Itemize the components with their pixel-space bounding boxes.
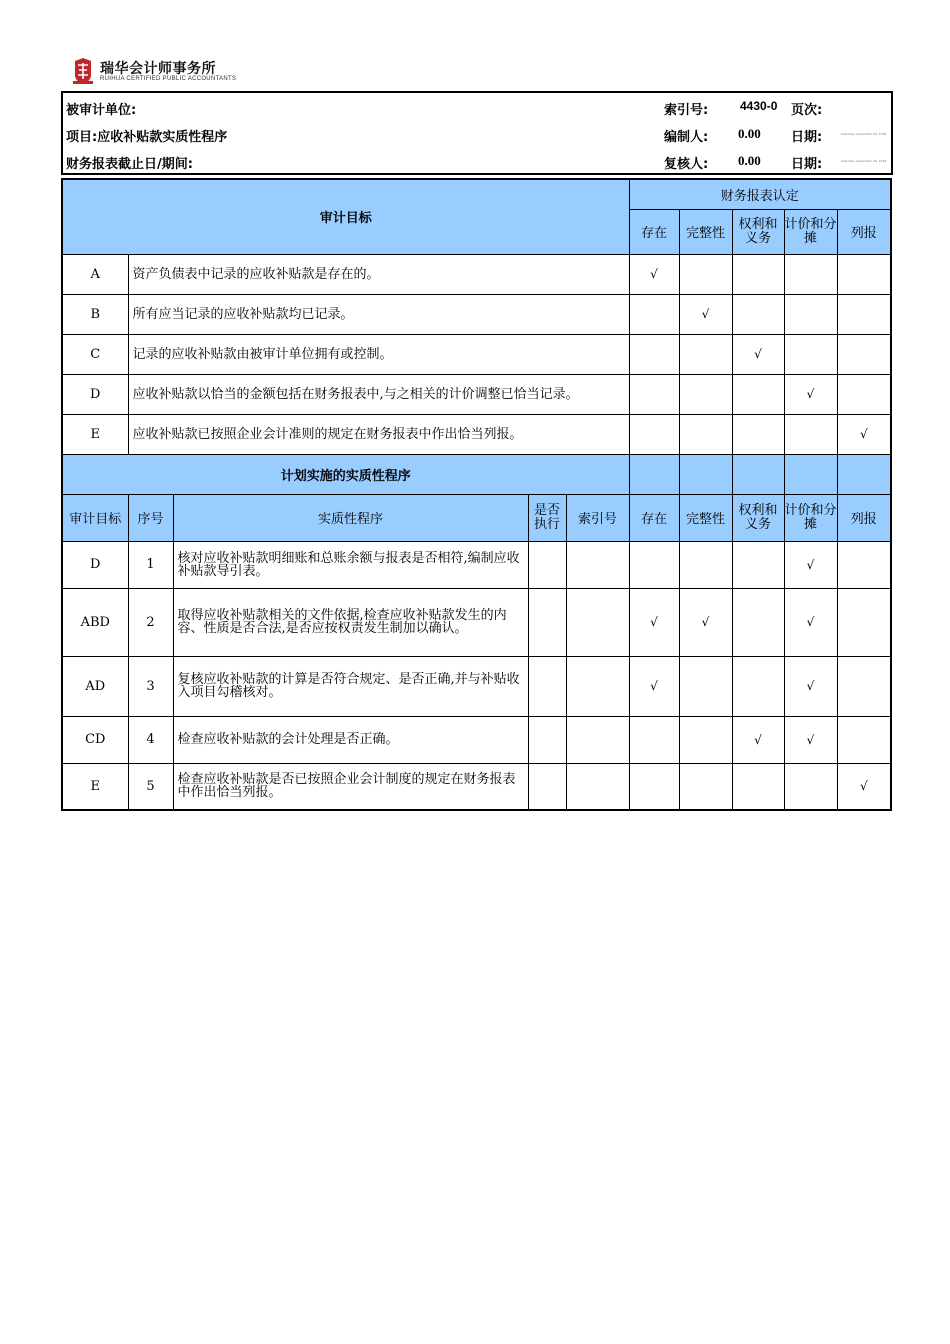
assertion-check	[837, 374, 891, 414]
date-value-2: Saturday, December 29, 2018	[841, 159, 887, 163]
procedure-index[interactable]	[566, 716, 629, 763]
assertion-group-header: 财务报表认定	[629, 179, 891, 209]
assertion-header: 存在	[629, 494, 679, 541]
ruihua-logo-icon	[72, 57, 94, 85]
procedure-seq: 1	[128, 541, 173, 588]
objective-row	[62, 294, 891, 334]
procedure-seq: 2	[128, 588, 173, 656]
objective-text: 记录的应收补贴款由被审计单位拥有或控制。	[128, 334, 629, 374]
assertion-check	[679, 414, 732, 454]
procedure-text: 取得应收补贴款相关的文件依据,检查应收补贴款发生的内容、性质是否合法,是否应按权责发生制加以确认。	[173, 588, 528, 656]
assertion-check	[732, 374, 784, 414]
procedure-row	[62, 588, 891, 656]
assertion-check	[837, 254, 891, 294]
firm-name-cn: 瑞华会计师事务所	[100, 61, 216, 77]
assertion-check	[679, 716, 732, 763]
page-label: 页次:	[791, 103, 823, 118]
procedure-text: 检查应收补贴款是否已按照企业会计制度的规定在财务报表中作出恰当列报。	[173, 763, 528, 810]
assertion-check	[784, 294, 837, 334]
assertion-check: √	[784, 588, 837, 656]
date-value-1: Saturday, December 29, 2018	[841, 132, 887, 136]
procedure-executed[interactable]	[528, 541, 566, 588]
assertion-check: √	[732, 716, 784, 763]
assertion-check	[732, 588, 784, 656]
reviewer-value: 0.00	[738, 153, 761, 168]
assertion-check	[837, 541, 891, 588]
assertion-check	[629, 541, 679, 588]
assertion-check	[679, 254, 732, 294]
assertion-check	[732, 541, 784, 588]
procedure-executed[interactable]	[528, 656, 566, 716]
period-label: 财务报表截止日/期间:	[66, 157, 193, 172]
objectives-body	[62, 254, 891, 454]
procedure-index[interactable]	[566, 656, 629, 716]
procedure-text: 复核应收补贴款的计算是否符合规定、是否正确,并与补贴收入项目勾稽核对。	[173, 656, 528, 716]
assertion-check: √	[784, 716, 837, 763]
assertion-check	[629, 374, 679, 414]
preparer-value: 0.00	[738, 126, 761, 141]
assertion-check	[784, 254, 837, 294]
assertion-check: √	[679, 294, 732, 334]
objective-text: 应收补贴款以恰当的金额包括在财务报表中,与之相关的计价调整已恰当记录。	[128, 374, 629, 414]
objective-code: E	[62, 414, 128, 454]
assertion-header: 存在	[629, 209, 679, 254]
col-objective-header: 审计目标	[62, 494, 128, 541]
assertion-header: 完整性	[679, 494, 732, 541]
procedure-index[interactable]	[566, 541, 629, 588]
procedure-seq: 3	[128, 656, 173, 716]
procedure-executed[interactable]	[528, 763, 566, 810]
assertion-check	[629, 716, 679, 763]
workpaper-header	[61, 91, 893, 175]
assertion-check: √	[784, 374, 837, 414]
procedures-body	[62, 541, 891, 810]
assertion-check	[784, 334, 837, 374]
blank-cell	[732, 454, 784, 494]
firm-name-en: RUIHUA CERTIFIED PUBLIC ACCOUNTANTS	[100, 76, 237, 82]
assertion-check	[837, 334, 891, 374]
substantive-procedures-table	[61, 178, 892, 811]
blank-cell	[679, 454, 732, 494]
assertion-check: √	[732, 334, 784, 374]
assertion-check: √	[837, 763, 891, 810]
project-label: 项目:应收补贴款实质性程序	[66, 130, 228, 145]
assertion-check	[629, 334, 679, 374]
assertion-check	[679, 541, 732, 588]
procedures-title: 计划实施的实质性程序	[62, 454, 629, 494]
objective-row	[62, 254, 891, 294]
assertion-check: √	[679, 588, 732, 656]
assertion-header: 计价和分摊	[784, 209, 837, 254]
assertion-check: √	[629, 656, 679, 716]
objectives-title: 审计目标	[62, 179, 629, 254]
objective-text: 所有应当记录的应收补贴款均已记录。	[128, 294, 629, 334]
col-index-header: 索引号	[566, 494, 629, 541]
objective-text: 资产负债表中记录的应收补贴款是存在的。	[128, 254, 629, 294]
assertion-header: 权利和义务	[732, 209, 784, 254]
assertion-header: 完整性	[679, 209, 732, 254]
assertion-check	[784, 414, 837, 454]
assertion-check: √	[629, 254, 679, 294]
procedure-seq: 4	[128, 716, 173, 763]
blank-cell	[784, 454, 837, 494]
procedure-executed[interactable]	[528, 588, 566, 656]
assertion-check	[679, 334, 732, 374]
procedure-executed[interactable]	[528, 716, 566, 763]
assertion-check	[784, 763, 837, 810]
assertion-check	[629, 294, 679, 334]
procedure-seq: 5	[128, 763, 173, 810]
procedure-objective: D	[62, 541, 128, 588]
procedure-row	[62, 763, 891, 810]
index-value: 4430-0	[740, 99, 778, 113]
col-seq-header: 序号	[128, 494, 173, 541]
procedure-row	[62, 656, 891, 716]
objective-text: 应收补贴款已按照企业会计准则的规定在财务报表中作出恰当列报。	[128, 414, 629, 454]
assertion-check	[679, 763, 732, 810]
procedure-objective: CD	[62, 716, 128, 763]
assertion-check	[732, 254, 784, 294]
date-label-1: 日期:	[791, 130, 823, 145]
assertion-check	[732, 294, 784, 334]
procedure-row	[62, 541, 891, 588]
assertion-check	[837, 588, 891, 656]
procedure-objective: ABD	[62, 588, 128, 656]
date-label-2: 日期:	[791, 157, 823, 172]
assertion-check: √	[784, 541, 837, 588]
objective-code: C	[62, 334, 128, 374]
col-procedure-header: 实质性程序	[173, 494, 528, 541]
assertion-check	[629, 763, 679, 810]
objective-row	[62, 414, 891, 454]
procedure-row	[62, 716, 891, 763]
blank-cell	[837, 454, 891, 494]
reviewer-label: 复核人:	[664, 157, 709, 172]
audited-unit-label: 被审计单位:	[66, 103, 137, 118]
assertion-header: 权利和义务	[732, 494, 784, 541]
procedure-index[interactable]	[566, 763, 629, 810]
index-label: 索引号:	[664, 103, 709, 118]
procedure-text: 检查应收补贴款的会计处理是否正确。	[173, 716, 528, 763]
col-executed-header: 是否执行	[528, 494, 566, 541]
assertion-check	[837, 294, 891, 334]
procedure-index[interactable]	[566, 588, 629, 656]
firm-logo	[72, 56, 252, 88]
assertion-check: √	[784, 656, 837, 716]
assertion-check	[732, 414, 784, 454]
assertion-check: √	[629, 588, 679, 656]
assertion-check	[679, 656, 732, 716]
objective-code: B	[62, 294, 128, 334]
assertion-check	[629, 414, 679, 454]
assertion-header: 列报	[837, 494, 891, 541]
procedure-text: 核对应收补贴款明细账和总账余额与报表是否相符,编制应收补贴款导引表。	[173, 541, 528, 588]
assertion-check	[732, 763, 784, 810]
assertion-check	[837, 716, 891, 763]
assertion-header: 列报	[837, 209, 891, 254]
blank-cell	[629, 454, 679, 494]
procedure-objective: E	[62, 763, 128, 810]
assertion-header: 计价和分摊	[784, 494, 837, 541]
objective-code: D	[62, 374, 128, 414]
objective-code: A	[62, 254, 128, 294]
assertion-check	[679, 374, 732, 414]
procedure-objective: AD	[62, 656, 128, 716]
assertion-check: √	[837, 414, 891, 454]
objective-row	[62, 334, 891, 374]
objective-row	[62, 374, 891, 414]
assertion-check	[732, 656, 784, 716]
preparer-label: 编制人:	[664, 130, 709, 145]
assertion-check	[837, 656, 891, 716]
